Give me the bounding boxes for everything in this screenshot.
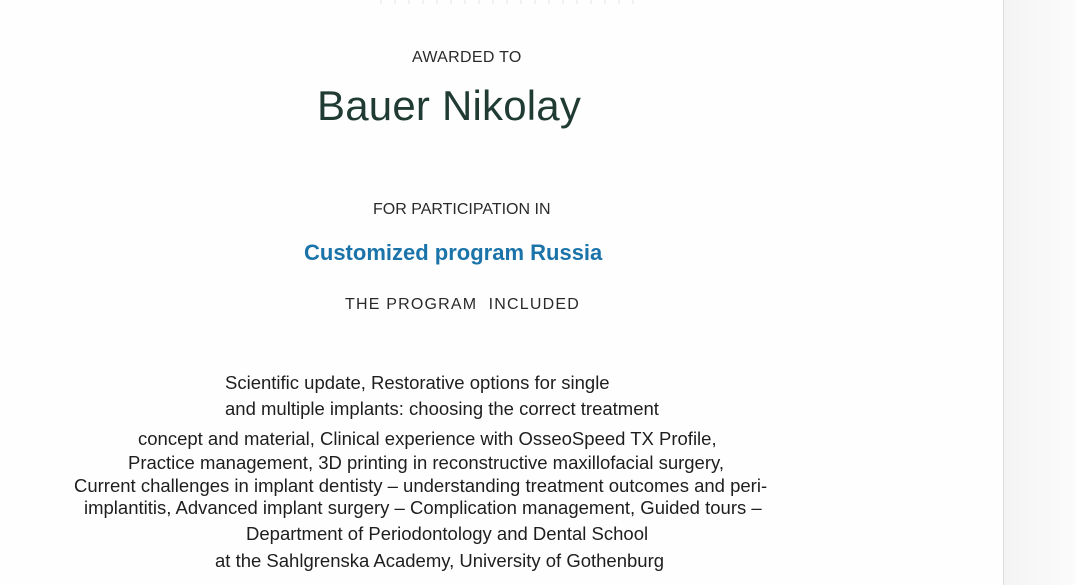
program-description-line: implantitis, Advanced implant surgery – Complication management, Guided tours – — [84, 497, 762, 518]
for-participation-label: FOR PARTICIPATION IN — [373, 201, 551, 218]
recipient-name: Bauer Nikolay — [317, 82, 582, 129]
awarded-to-label: AWARDED TO — [412, 49, 522, 66]
scan-margin — [1004, 0, 1075, 585]
program-description-line: Scientific update, Restorative options for single — [225, 372, 610, 393]
program-description-line: Current challenges in implant dentisty – understanding treatment outcomes and peri- — [74, 475, 768, 496]
program-description-line: Practice management, 3D printing in reconstructive maxillofacial surgery, — [128, 452, 725, 473]
scan-speckles — [380, 0, 640, 4]
program-description-line: Department of Periodontology and Dental School — [246, 523, 649, 544]
program-description-line: at the Sahlgrenska Academy, University of Gothenburg — [215, 550, 665, 571]
program-description-line: concept and material, Clinical experience with OsseoSpeed TX Profile, — [138, 428, 717, 449]
program-description-line: and multiple implants: choosing the correct treatment — [225, 398, 659, 419]
program-included-label: THE PROGRAM INCLUDED — [345, 296, 580, 313]
page-edge — [1003, 0, 1004, 585]
program-name: Customized program Russia — [304, 240, 603, 265]
